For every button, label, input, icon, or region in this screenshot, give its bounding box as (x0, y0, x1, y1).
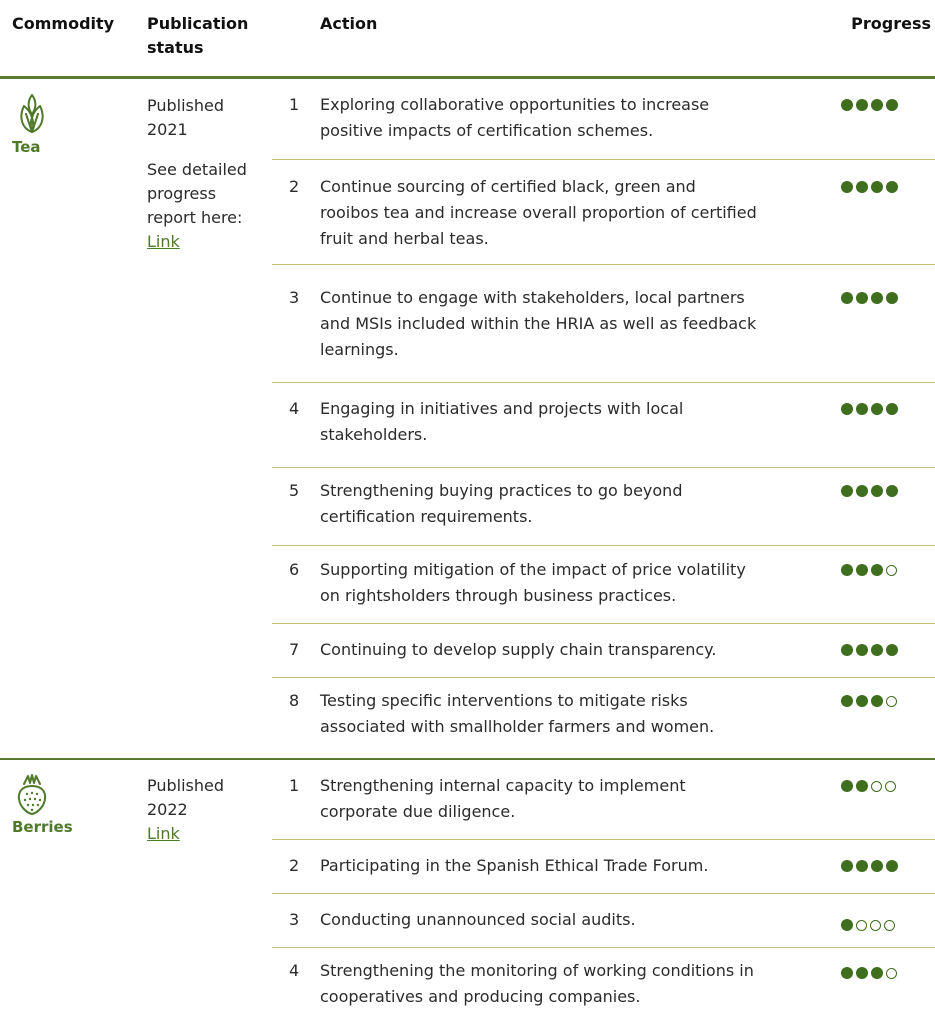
column-header-progress: Progress (851, 14, 931, 33)
progress-dot-filled (871, 403, 883, 415)
header-divider (0, 76, 935, 79)
publication-status-tea (147, 94, 272, 254)
progress-dot-filled (841, 644, 853, 656)
action-text (320, 557, 832, 609)
progress-dot-empty (886, 968, 897, 979)
progress-indicator (841, 289, 921, 303)
progress-report-link-tea[interactable]: Link (147, 232, 180, 251)
progress-dot-filled (871, 860, 883, 872)
progress-dot-filled (856, 292, 868, 304)
action-text (320, 907, 832, 933)
progress-dot-filled (886, 99, 898, 111)
detail-text-line1: See detailed (147, 160, 247, 179)
progress-dot-empty (886, 696, 897, 707)
column-header-publication-status-line1: Publication (147, 14, 249, 33)
status-published-label: Published (147, 776, 225, 795)
action-number: 2 (289, 856, 300, 875)
progress-indicator (841, 96, 921, 110)
action-row (272, 840, 935, 894)
action-text-line2: stakeholders. (320, 425, 428, 444)
action-number: 1 (289, 776, 300, 795)
action-number: 7 (289, 640, 300, 659)
action-row (272, 760, 935, 840)
progress-dot-filled (856, 780, 868, 792)
progress-dot-filled (841, 780, 853, 792)
progress-indicator (841, 916, 921, 930)
publication-status-berries (147, 774, 272, 846)
detail-text-line3: report here: (147, 208, 243, 227)
progress-dot-filled (841, 403, 853, 415)
column-header-commodity: Commodity (12, 14, 115, 33)
progress-dot-empty (871, 781, 882, 792)
action-text (320, 853, 832, 879)
action-text (320, 396, 832, 448)
action-row (272, 894, 935, 948)
progress-dot-filled (856, 99, 868, 111)
progress-dot-empty (856, 920, 867, 931)
strawberry-icon (12, 772, 52, 816)
detail-text-line2: progress (147, 184, 217, 203)
progress-dot-filled (871, 181, 883, 193)
progress-dot-empty (885, 781, 896, 792)
action-row (272, 546, 935, 624)
action-text-line3: fruit and herbal teas. (320, 229, 489, 248)
progress-dot-filled (856, 860, 868, 872)
progress-dot-filled (886, 292, 898, 304)
progress-indicator (841, 400, 921, 414)
action-text-line1: Strengthening internal capacity to implement (320, 776, 686, 795)
action-text (320, 958, 832, 1010)
progress-dot-filled (871, 292, 883, 304)
progress-dot-empty (886, 565, 897, 576)
progress-dot-filled (841, 564, 853, 576)
status-published-label: Published (147, 96, 225, 115)
action-text-line1: Testing specific interventions to mitigate risks (320, 691, 688, 710)
action-row (272, 624, 935, 678)
action-number: 2 (289, 177, 300, 196)
progress-dot-filled (841, 99, 853, 111)
action-text-line1: Engaging in initiatives and projects with local (320, 399, 684, 418)
action-text (320, 773, 832, 825)
action-text-line1: Continuing to develop supply chain transparency. (320, 640, 717, 659)
column-header-publication-status (147, 12, 277, 60)
progress-dot-filled (841, 485, 853, 497)
progress-indicator (841, 641, 921, 655)
progress-dot-filled (841, 695, 853, 707)
commodity-name-tea: Tea (12, 138, 41, 156)
progress-dot-empty (884, 920, 895, 931)
action-row (272, 468, 935, 546)
action-text (320, 637, 832, 663)
progress-dot-filled (886, 644, 898, 656)
progress-dot-filled (886, 403, 898, 415)
progress-indicator (841, 561, 921, 575)
status-year: 2021 (147, 120, 188, 139)
action-row (272, 265, 935, 383)
action-text (320, 174, 832, 252)
progress-dot-filled (871, 564, 883, 576)
action-text-line1: Conducting unannounced social audits. (320, 910, 636, 929)
progress-indicator (841, 777, 921, 791)
action-number: 6 (289, 560, 300, 579)
action-number: 5 (289, 481, 300, 500)
progress-dot-filled (886, 860, 898, 872)
progress-report-link-berries[interactable]: Link (147, 824, 180, 843)
progress-dot-filled (856, 181, 868, 193)
progress-indicator (841, 482, 921, 496)
action-number: 4 (289, 399, 300, 418)
action-text-line1: Participating in the Spanish Ethical Trade Forum. (320, 856, 709, 875)
progress-dot-filled (871, 695, 883, 707)
action-row (272, 160, 935, 265)
progress-indicator (841, 178, 921, 192)
progress-dot-filled (856, 967, 868, 979)
action-text-line1: Continue to engage with stakeholders, local partners (320, 288, 745, 307)
progress-dot-filled (871, 485, 883, 497)
progress-dot-filled (886, 485, 898, 497)
progress-dot-filled (871, 99, 883, 111)
action-text-line2: cooperatives and producing companies. (320, 987, 641, 1006)
tea-leaves-icon (12, 92, 52, 136)
action-text-line3: learnings. (320, 340, 399, 359)
commodity-cell-tea (12, 92, 122, 156)
action-text-line2: and MSIs included within the HRIA as well as feedback (320, 314, 757, 333)
progress-indicator (841, 857, 921, 871)
progress-indicator (841, 964, 921, 978)
action-number: 4 (289, 961, 300, 980)
action-text-line1: Continue sourcing of certified black, green and (320, 177, 696, 196)
progress-dot-filled (856, 644, 868, 656)
action-text-line2: corporate due diligence. (320, 802, 516, 821)
status-year: 2022 (147, 800, 188, 819)
action-text (320, 688, 832, 740)
action-text-line2: associated with smallholder farmers and women. (320, 717, 715, 736)
progress-dot-filled (841, 967, 853, 979)
progress-dot-empty (870, 920, 881, 931)
action-number: 8 (289, 691, 300, 710)
action-text-line1: Supporting mitigation of the impact of price volatility (320, 560, 746, 579)
commodity-name-berries: Berries (12, 818, 73, 836)
action-text-line1: Strengthening buying practices to go beyond (320, 481, 683, 500)
progress-dot-filled (871, 644, 883, 656)
progress-dot-filled (856, 403, 868, 415)
progress-dot-filled (841, 292, 853, 304)
progress-indicator (841, 692, 921, 706)
action-number: 3 (289, 288, 300, 307)
progress-dot-filled (841, 860, 853, 872)
action-row (272, 948, 935, 1022)
progress-dot-filled (871, 967, 883, 979)
progress-dot-filled (841, 181, 853, 193)
progress-dot-filled (856, 564, 868, 576)
action-number: 3 (289, 910, 300, 929)
action-text (320, 285, 832, 363)
action-text (320, 92, 832, 144)
action-row (272, 678, 935, 758)
action-text-line2: positive impacts of certification schemes. (320, 121, 654, 140)
action-text-line2: rooibos tea and increase overall proportion of certified (320, 203, 757, 222)
action-number: 1 (289, 95, 300, 114)
column-header-action: Action (320, 14, 378, 33)
commodity-cell-berries (12, 772, 122, 836)
progress-dot-filled (841, 919, 853, 931)
action-text-line1: Strengthening the monitoring of working conditions in (320, 961, 754, 980)
action-text-line2: certification requirements. (320, 507, 533, 526)
progress-dot-filled (856, 695, 868, 707)
column-header-publication-status-line2: status (147, 38, 204, 57)
progress-dot-filled (886, 181, 898, 193)
action-row (272, 80, 935, 160)
action-text (320, 478, 832, 530)
progress-dot-filled (856, 485, 868, 497)
action-text-line2: on rightsholders through business practices. (320, 586, 677, 605)
action-row (272, 383, 935, 468)
action-text-line1: Exploring collaborative opportunities to increase (320, 95, 710, 114)
